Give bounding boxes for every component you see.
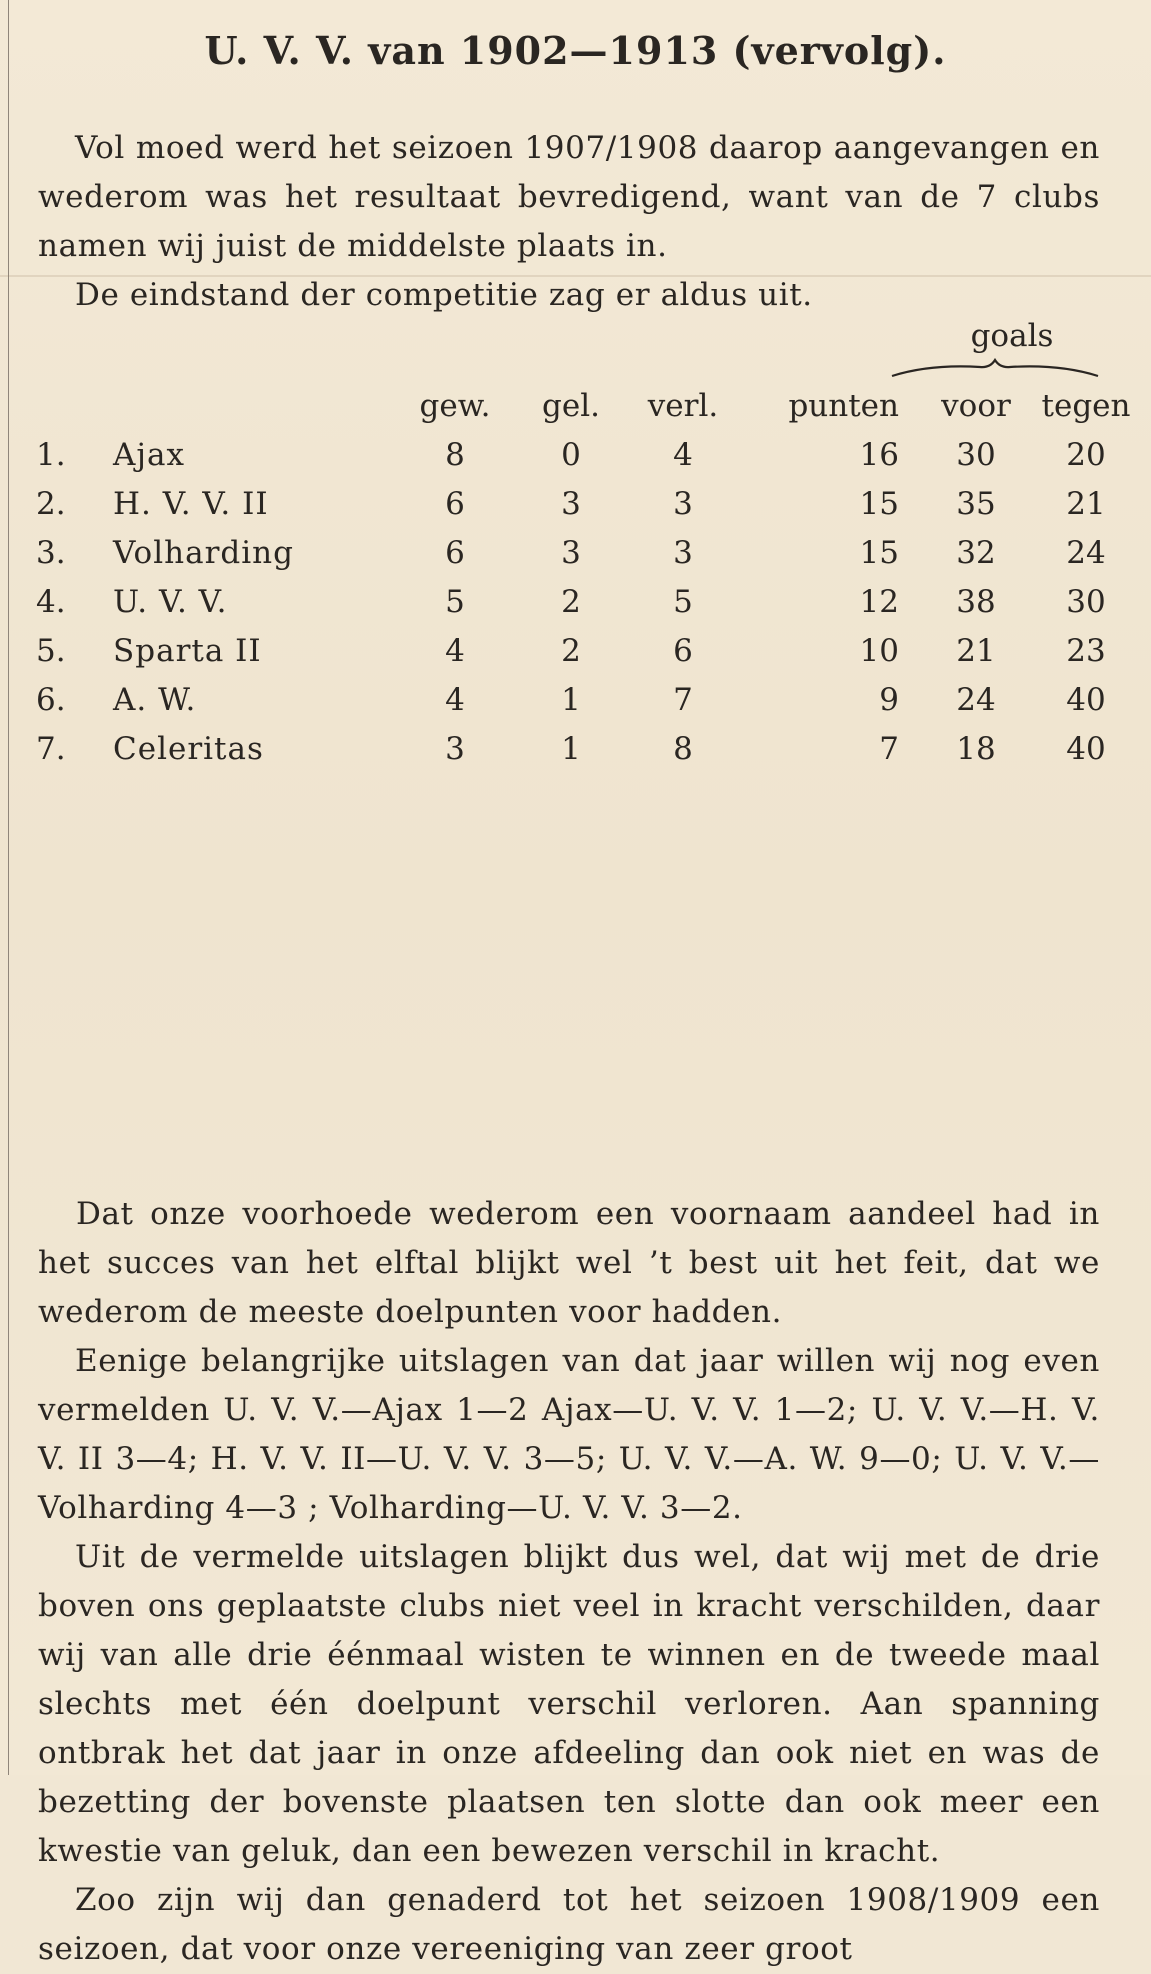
verl-cell: 6 — [673, 633, 693, 669]
voor-cell: 35 — [956, 486, 996, 522]
gel-cell: 2 — [561, 584, 581, 620]
rank-cell: 3. — [36, 535, 66, 571]
header-gel: gel. — [542, 388, 600, 424]
voor-cell: 21 — [956, 633, 996, 669]
tegen-cell: 24 — [1066, 535, 1106, 571]
goals-label: goals — [970, 318, 1054, 354]
body-text — [38, 1190, 1100, 1974]
table-row — [30, 627, 1141, 676]
gew-cell: 8 — [445, 437, 465, 473]
header-voor: voor — [941, 388, 1011, 424]
punten-cell: 10 — [859, 633, 899, 669]
table-row — [30, 480, 1141, 529]
header-tegen: tegen — [1041, 388, 1131, 424]
club-cell: Ajax — [113, 437, 185, 473]
intro-paragraph: De eindstand der competitie zag er aldus uit. — [75, 277, 813, 313]
rank-cell: 2. — [36, 486, 66, 522]
verl-cell: 8 — [673, 731, 693, 767]
rank-cell: 7. — [36, 731, 66, 767]
club-cell: U. V. V. — [113, 584, 228, 620]
tegen-cell: 20 — [1066, 437, 1106, 473]
punten-cell: 9 — [879, 682, 899, 718]
punten-cell: 15 — [859, 535, 899, 571]
tegen-cell: 30 — [1066, 584, 1106, 620]
club-cell: A. W. — [113, 682, 197, 718]
gel-cell: 1 — [561, 682, 581, 718]
tegen-cell: 23 — [1066, 633, 1106, 669]
rank-cell: 1. — [36, 437, 66, 473]
punten-cell: 7 — [879, 731, 899, 767]
table-row — [30, 725, 1141, 774]
table-row — [30, 529, 1141, 578]
verl-cell: 4 — [673, 437, 693, 473]
verl-cell: 7 — [673, 682, 693, 718]
gel-cell: 1 — [561, 731, 581, 767]
table-row — [30, 431, 1141, 480]
tegen-cell: 21 — [1066, 486, 1106, 522]
gew-cell: 6 — [445, 535, 465, 571]
gew-cell: 4 — [445, 633, 465, 669]
voor-cell: 30 — [956, 437, 996, 473]
voor-cell: 32 — [956, 535, 996, 571]
tegen-cell: 40 — [1066, 731, 1106, 767]
gew-cell: 3 — [445, 731, 465, 767]
body-paragraph: Eenige belangrijke uitslagen van dat jaar willen wij nog even vermelden U. V. V.—Ajax 1—2 Ajax—U. V. V. 1—2; U. V. V.—H. V. V. II 3—4; H. V. V. II—U. V. V. 3—5; U. V. V.—A. W. 9—0; U. V. V.—Volharding 4—3 ; Volharding—U. V. V. 3—2. — [38, 1343, 1100, 1526]
gew-cell: 5 — [445, 584, 465, 620]
gel-cell: 3 — [561, 486, 581, 522]
left-margin-rule — [8, 0, 9, 1775]
punten-cell: 15 — [859, 486, 899, 522]
header-verl: verl. — [647, 388, 719, 424]
club-cell: Volharding — [113, 535, 294, 571]
header-punten: punten — [788, 388, 899, 424]
page-heading: U. V. V. van 1902—1913 (vervolg). — [204, 28, 947, 73]
club-cell: H. V. V. II — [113, 486, 269, 522]
punten-cell: 12 — [859, 584, 899, 620]
rank-cell: 6. — [36, 682, 66, 718]
punten-cell: 16 — [859, 437, 899, 473]
voor-cell: 24 — [956, 682, 996, 718]
body-paragraph: Uit de vermelde uitslagen blijkt dus wel, dat wij met de drie boven ons geplaatste clubs niet veel in kracht verschilden, daar wij van alle drie éénmaal wisten te winnen en de tweede maal slechts met één doelpunt verschil verloren. Aan spanning ontbrak het dat jaar in onze afdeeling dan ook niet en was de bezetting der bovenste plaatsen ten slotte dan ook meer een kwestie van geluk, dan een bewezen verschil in kracht. — [38, 1539, 1100, 1869]
rank-cell: 5. — [36, 633, 66, 669]
verl-cell: 3 — [673, 535, 693, 571]
gel-cell: 3 — [561, 535, 581, 571]
gew-cell: 6 — [445, 486, 465, 522]
goals-brace — [890, 358, 1100, 380]
standings-table — [30, 382, 1141, 774]
table-row — [30, 578, 1141, 627]
tegen-cell: 40 — [1066, 682, 1106, 718]
club-cell: Sparta II — [113, 633, 262, 669]
table-header-row — [30, 382, 1141, 431]
verl-cell: 5 — [673, 584, 693, 620]
gel-cell: 2 — [561, 633, 581, 669]
gel-cell: 0 — [561, 437, 581, 473]
club-cell: Celeritas — [113, 731, 264, 767]
voor-cell: 18 — [956, 731, 996, 767]
table-row — [30, 676, 1141, 725]
rank-cell: 4. — [36, 584, 66, 620]
voor-cell: 38 — [956, 584, 996, 620]
intro-paragraph: Vol moed werd het seizoen 1907/1908 daarop aangevangen en wederom was het resultaat bevredigend, want van de 7 clubs namen wij juist de middelste plaats in. — [38, 130, 1100, 264]
verl-cell: 3 — [673, 486, 693, 522]
body-paragraph: Zoo zijn wij dan genaderd tot het seizoen 1908/1909 een seizoen, dat voor onze vereeniging van zeer groot — [38, 1882, 1100, 1967]
body-paragraph: Dat onze voorhoede wederom een voornaam aandeel had in het succes van het elftal blijkt wel ’t best uit het feit, dat we wederom de meeste doelpunten voor hadden. — [38, 1196, 1100, 1330]
header-gew: gew. — [419, 388, 491, 424]
intro-text — [38, 124, 1100, 320]
gew-cell: 4 — [445, 682, 465, 718]
